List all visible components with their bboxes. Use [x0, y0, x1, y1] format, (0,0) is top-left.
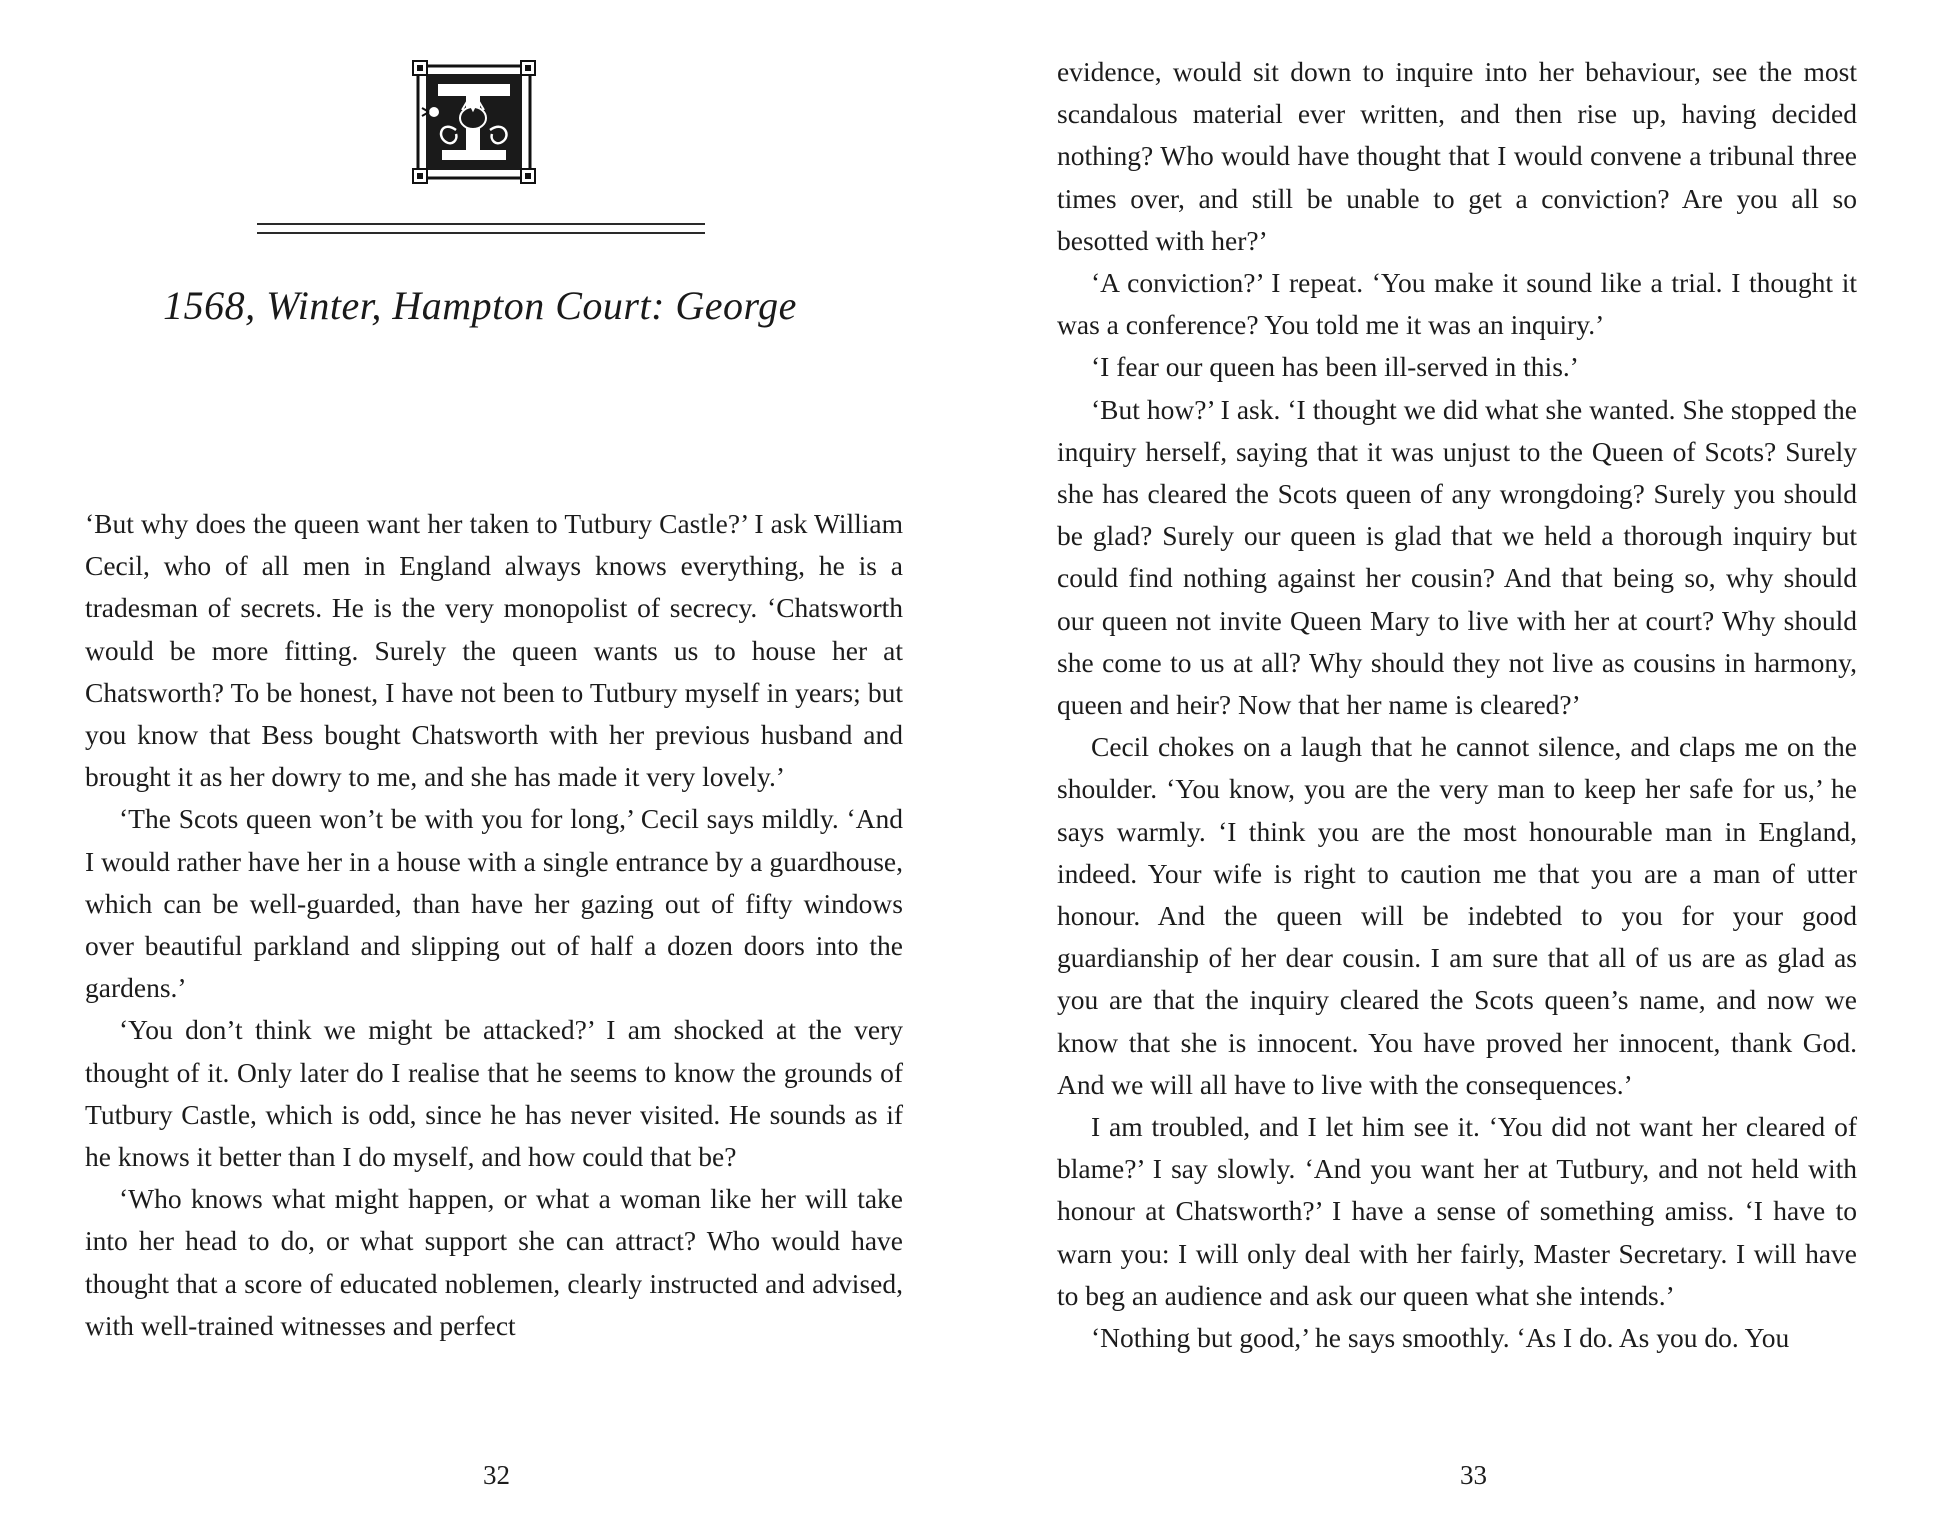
- title-rule-bottom: [257, 232, 705, 234]
- paragraph: Cecil chokes on a laugh that he cannot silence, and claps me on the shoulder. ‘You know, you are the very man to keep her safe for us,’ he says warmly. ‘I think you are the most honourable man in England, indeed. Your wife is right to caution me that you are a man of utter honour. And the queen will be indebted to you for your good guardianship of her dear cousin. I am sure that all of us are as glad as you are that the inquiry cleared the Scots queen’s name, and now we know that she is innocent. You have proved her innocent, thank God. And we will all have to live with the consequences.’: [1057, 731, 1857, 1100]
- page-number: 33: [1460, 1460, 1487, 1490]
- paragraph: ‘A conviction?’ I repeat. ‘You make it sound like a trial. I thought it was a conference? You told me it was an inquiry.’: [1057, 267, 1857, 341]
- paragraph: ‘But why does the queen want her taken to Tutbury Castle?’ I ask William Cecil, who of all men in England always knows everything, he is a tradesman of secrets. He is the very monopolist of secrecy. ‘Chatsworth would be more fitting. Surely the queen wants us to house her at Chatsworth? To be honest, I have not been to Tutbury myself in years; but you know that Bess bought Chatsworth with her previous husband and brought it as her dowry to me, and she has made it very lovely.’: [85, 508, 903, 793]
- title-rule-top: [257, 223, 705, 225]
- decorated-initial-thistle-icon: [412, 60, 536, 184]
- right-body-text: [1057, 51, 1857, 1359]
- right-page: [975, 0, 1950, 1539]
- paragraph: ‘Who knows what might happen, or what a woman like her will take into her head to do, or what support she can attract? Who would have thought that a score of educated noblemen, clearly instructed and advised, with well-trained witnesses and perfect: [85, 1183, 903, 1341]
- paragraph: I am troubled, and I let him see it. ‘You did not want her cleared of blame?’ I say slowly. ‘And you want her at Tutbury, and not held with honour at Chatsworth?’ I have a sense of something amiss. ‘I have to warn you: I will only deal with her fairly, Master Secretary. I will have to beg an audience and ask our queen what she intends.’: [1057, 1111, 1857, 1311]
- paragraph: ‘You don’t think we might be attacked?’ I am shocked at the very thought of it. Only later do I realise that he seems to know the grounds of Tutbury Castle, which is odd, since he has never visited. He sounds as if he knows it better than I do myself, and how could that be?: [85, 1014, 903, 1173]
- page-number: 32: [483, 1460, 510, 1490]
- paragraph: ‘I fear our queen has been ill-served in this.’: [1091, 351, 1579, 383]
- paragraph: ‘Nothing but good,’ he says smoothly. ‘As I do. As you do. You: [1091, 1322, 1790, 1354]
- left-body-text: [85, 503, 903, 1347]
- chapter-title: 1568, Winter, Hampton Court: George: [163, 283, 797, 328]
- paragraph: evidence, would sit down to inquire into her behaviour, see the most scandalous material ever written, and then rise up, having decided nothing? Who would have thought that I would convene a tribunal three times over, and still be unable to get a conviction? Are you all so besotted with her?’: [1057, 56, 1857, 256]
- paragraph: ‘But how?’ I ask. ‘I thought we did what she wanted. She stopped the inquiry herself, saying that it was unjust to the Queen of Scots? Surely she has cleared the Scots queen of any wrongdoing? Surely you should be glad? Surely our queen is glad that we held a thorough inquiry but could find nothing against her cousin? And that being so, why should our queen not invite Queen Mary to live with her at court? Why should she come to us at all? Why should they not live as cousins in harmony, queen and heir? Now that her name is cleared?’: [1057, 393, 1857, 721]
- paragraph: ‘The Scots queen won’t be with you for long,’ Cecil says mildly. ‘And I would rather have her in a house with a single entrance by a guardhouse, which can be well-guarded, than have her gazing out of fifty windows over beautiful parkland and slipping out of half a dozen doors into the gardens.’: [85, 803, 903, 1004]
